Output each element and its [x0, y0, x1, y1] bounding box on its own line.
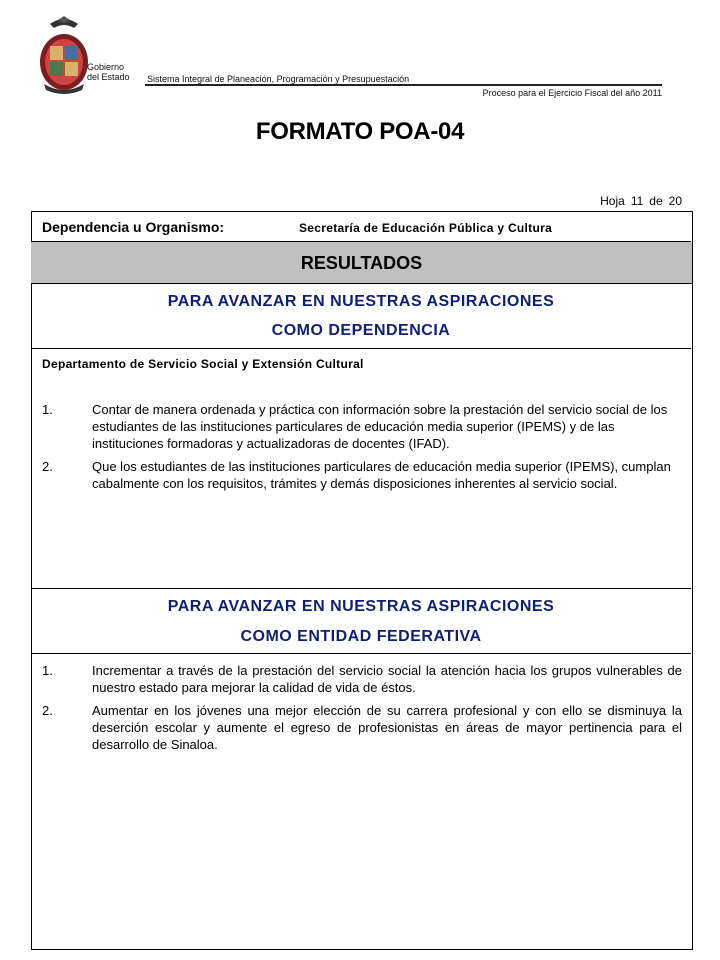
- dependencia-row: [31, 211, 691, 242]
- system-name: Sistema Integral de Planeación, Programación y Presupuestación: [147, 74, 410, 84]
- resultados-header: [31, 242, 692, 284]
- item-number: 1.: [42, 402, 53, 417]
- list-item: [42, 702, 682, 753]
- hoja-label: Hoja: [600, 194, 625, 208]
- item-number: 2.: [42, 703, 53, 718]
- de-label: de: [649, 194, 663, 208]
- section1-title-line1: PARA AVANZAR EN NUESTRAS ASPIRACIONES: [167, 293, 555, 310]
- section2-divider: [31, 653, 691, 654]
- page-counter: [594, 194, 682, 208]
- item-text: Contar de manera ordenada y práctica con información sobre la prestación del servicio social de los estudiantes de las instituciones particulares de educación media superior (IPEMS) y de las instituciones formadoras y actualizadoras de docentes (IFAD).: [92, 402, 668, 451]
- section1-title-line2: COMO DEPENDENCIA: [271, 322, 451, 339]
- del-estado-label: del Estado: [87, 72, 130, 82]
- section2-title-line2: COMO ENTIDAD FEDERATIVA: [240, 628, 482, 645]
- section2-list: [42, 662, 682, 759]
- section1-divider: [31, 348, 691, 349]
- dependencia-label: Dependencia u Organismo:: [42, 219, 225, 235]
- state-coat-of-arms-logo: [36, 14, 92, 96]
- item-text: Aumentar en los jóvenes una mejor elección de su carrera profesional y con ello se disminuya la deserción escolar y aumente el egreso de profesionistas en áreas de mayor pertinencia para el desarrollo de Sinaloa.: [92, 703, 682, 752]
- current-page: 11: [630, 194, 644, 208]
- list-item: [42, 401, 682, 452]
- item-text: Incrementar a través de la prestación del servicio social la atención hacia los grupos vulnerables de nuestro estado para mejorar la calidad de vida de éstos.: [92, 663, 682, 695]
- fiscal-year-process: Proceso para el Ejercicio Fiscal del año 2011: [482, 88, 662, 98]
- section1-list: [42, 401, 682, 498]
- resultados-label: RESULTADOS: [300, 253, 423, 273]
- department-name: Departamento de Servicio Social y Extensión Cultural: [42, 357, 364, 371]
- section2-title-line1: PARA AVANZAR EN NUESTRAS ASPIRACIONES: [167, 598, 555, 615]
- header-divider: [145, 84, 662, 86]
- item-text: Que los estudiantes de las instituciones particulares de educación media superior (IPEMS), cumplan cabalmente con los requisitos, trámites y demás disposiciones inherentes al servicio social.: [92, 459, 671, 491]
- item-number: 2.: [42, 459, 53, 474]
- page-title: FORMATO POA-04: [255, 118, 465, 145]
- section2-divider-top: [31, 588, 691, 589]
- list-item: [42, 458, 682, 492]
- list-item: [42, 662, 682, 696]
- gobierno-label: Gobierno: [87, 62, 125, 72]
- dependencia-value: Secretaría de Educación Pública y Cultura: [299, 221, 553, 235]
- total-pages: 20: [668, 194, 682, 208]
- item-number: 1.: [42, 663, 53, 678]
